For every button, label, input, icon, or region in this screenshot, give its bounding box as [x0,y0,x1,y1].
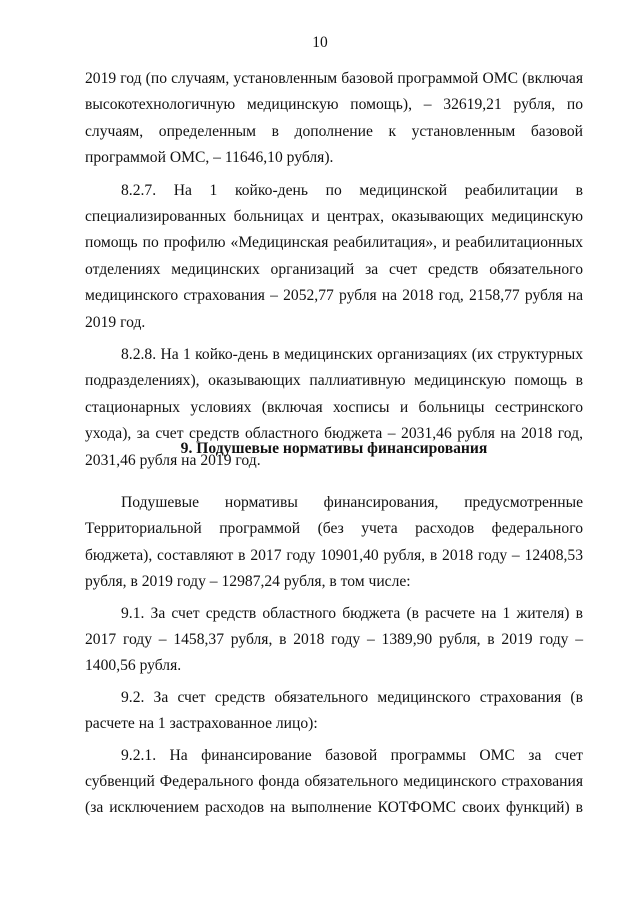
page-number: 10 [312,34,328,51]
body-text-section-9 [85,490,583,822]
paragraph-continued: 2019 год (по случаям, установленным базовой программой ОМС (включая высокотехнологичную медицинскую помощь), – 32619,21 рубля, по случаям, определенным в дополнение к установленным базовой программой ОМС, – 11646,10 рубля). [85,70,583,167]
paragraph-8-2-8: 8.2.8. На 1 койко-день в медицинских организациях (их структурных подразделениях), оказывающих паллиативную медицинскую помощь в стационарных условиях (включая хосписы и больницы сестринского ухода), за счет средств областного бюджета – 2031,46 рубля на 2018 год, 2031,46 рубля на 2019 год. [85,346,583,469]
body-text-top [85,66,583,474]
paragraph-9-2-1: 9.2.1. На финансирование базовой программы ОМС за счет субвенций Федерального фонда обязательного медицинского страхования (за исключением расходов на выполнение КОТФОМС своих функций) в [85,746,583,817]
section-heading: 9. Подушевые нормативы финансирования [180,440,488,457]
paragraph-per-capita-intro: Подушевые нормативы финансирования, предусмотренные Территориальной программой (без учета расходов федерального бюджета), составляют в 2017 году 10901,40 рубля, в 2018 году – 12408,53 рубля, в 2019 году – 12987,24 рубля, в том числе: [85,494,583,591]
paragraph-9-1: 9.1. За счет средств областного бюджета (в расчете на 1 жителя) в 2017 году – 1458,37 рубля, в 2018 году – 1389,90 рубля, в 2019 году – 1400,56 рубля. [85,604,583,675]
paragraph-9-2: 9.2. За счет средств обязательного медицинского страхования (в расчете на 1 застрахованное лицо): [85,688,583,733]
paragraph-8-2-7: 8.2.7. На 1 койко-день по медицинской реабилитации в специализированных больницах и центрах, оказывающих медицинскую помощь по профилю «Медицинская реабилитация», и реабилитационных отделениях медицинских организаций за счет средств обязательного медицинского страхования – 2052,77 рубля на 2018 год, 2158,77 рубля на 2019 год. [85,181,583,331]
